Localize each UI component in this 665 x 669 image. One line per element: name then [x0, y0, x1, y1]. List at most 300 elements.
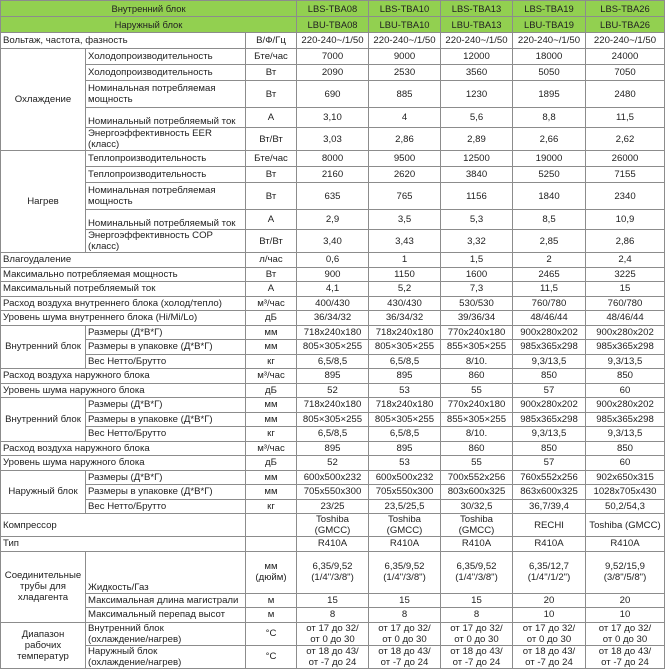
model-header: LBS-TBA13	[441, 1, 513, 17]
value-cell: 6,5/8,5	[369, 354, 441, 369]
table-row	[1, 537, 665, 552]
value-cell: 24000	[586, 49, 665, 65]
value-cell: 220-240~/1/50	[513, 33, 586, 49]
value-cell: 19000	[513, 151, 586, 167]
value-cell: 2340	[586, 183, 665, 210]
value-cell: от 17 до 32/ от 0 до 30	[586, 622, 665, 645]
value-cell: 400/430	[297, 296, 369, 311]
unit-cell: мм	[246, 325, 297, 340]
table-row	[1, 33, 665, 49]
value-cell: 850	[513, 441, 586, 456]
value-cell: 1840	[513, 183, 586, 210]
row-label: Тип	[1, 537, 246, 552]
value-cell: 3,40	[297, 230, 369, 253]
table-row	[1, 645, 665, 668]
value-cell: R410A	[297, 537, 369, 552]
row-label: Номинальный потребляемый ток	[86, 210, 246, 230]
unit-cell: м³/час	[246, 296, 297, 311]
value-cell: 705x550x300	[369, 485, 441, 500]
table-row	[1, 49, 665, 65]
unit-cell: Вт/Вт	[246, 230, 297, 253]
table-row	[1, 608, 665, 623]
value-cell: 15	[297, 593, 369, 608]
row-label: Вес Нетто/Брутто	[86, 427, 246, 442]
value-cell: 2,86	[369, 128, 441, 151]
value-cell: 7155	[586, 167, 665, 183]
value-cell: R410A	[369, 537, 441, 552]
value-cell: 8000	[297, 151, 369, 167]
value-cell: 690	[297, 81, 369, 108]
value-cell: 805×305×255	[369, 340, 441, 355]
value-cell: R410A	[513, 537, 586, 552]
row-label: Влагоудаление	[1, 253, 246, 268]
value-cell: 760/780	[586, 296, 665, 311]
value-cell: 2620	[369, 167, 441, 183]
value-cell: 805×305×255	[297, 340, 369, 355]
value-cell: 0,6	[297, 253, 369, 268]
value-cell: 855×305×255	[441, 412, 513, 427]
value-cell: 3,03	[297, 128, 369, 151]
table-row	[1, 499, 665, 514]
value-cell: 12000	[441, 49, 513, 65]
row-label: Номинальный потребляемый ток	[86, 108, 246, 128]
value-cell: 805×305×255	[369, 412, 441, 427]
value-cell: 850	[513, 369, 586, 384]
value-cell: 985x365x298	[513, 340, 586, 355]
value-cell: 15	[586, 282, 665, 297]
value-cell: 2,86	[586, 230, 665, 253]
value-cell: 760x552x256	[513, 470, 586, 485]
unit-cell: Бте/час	[246, 151, 297, 167]
row-label: Холодопроизводительность	[86, 65, 246, 81]
row-label: Уровень шума внутреннего блока (Hi/Mi/Lo)	[1, 311, 246, 326]
table-row	[1, 470, 665, 485]
value-cell: 7,3	[441, 282, 513, 297]
value-cell: 530/530	[441, 296, 513, 311]
row-label: Жидкость/Газ	[86, 551, 246, 593]
value-cell: 55	[441, 456, 513, 471]
row-label: Энергоэффективность COP (класс)	[86, 230, 246, 253]
value-cell: 57	[513, 383, 586, 398]
row-label: Максимальная длина магистрали	[86, 593, 246, 608]
value-cell: 48/46/44	[586, 311, 665, 326]
unit-cell: Вт	[246, 65, 297, 81]
row-label: Номинальная потребляемая мощность	[86, 81, 246, 108]
value-cell: от 18 до 43/ от -7 до 24	[586, 645, 665, 668]
value-cell: 11,5	[513, 282, 586, 297]
row-label: Компрессор	[1, 514, 246, 537]
table-row	[1, 65, 665, 81]
row-label: Максимальный перепад высот	[86, 608, 246, 623]
value-cell: Toshiba (GMCC)	[297, 514, 369, 537]
unit-cell: мм	[246, 340, 297, 355]
group-label: Соединительные трубы для хладагента	[1, 551, 86, 622]
value-cell: 36/34/32	[369, 311, 441, 326]
unit-cell: Вт/Вт	[246, 128, 297, 151]
value-cell: 57	[513, 456, 586, 471]
value-cell: 26000	[586, 151, 665, 167]
model-header: LBU-TBA19	[513, 17, 586, 33]
table-row	[1, 340, 665, 355]
row-label: Теплопроизводительность	[86, 167, 246, 183]
value-cell: 3,32	[441, 230, 513, 253]
value-cell: 770x240x180	[441, 325, 513, 340]
value-cell: 5,2	[369, 282, 441, 297]
unit-cell: дБ	[246, 456, 297, 471]
value-cell: 900x280x202	[586, 398, 665, 413]
value-cell: 2,4	[586, 253, 665, 268]
row-label: Холодопроизводительность	[86, 49, 246, 65]
table-row	[1, 514, 665, 537]
unit-cell: м	[246, 593, 297, 608]
row-label: Уровень шума наружного блока	[1, 456, 246, 471]
value-cell: 902x650x315	[586, 470, 665, 485]
value-cell: 718x240x180	[369, 398, 441, 413]
value-cell: 900x280x202	[513, 398, 586, 413]
value-cell: 12500	[441, 151, 513, 167]
value-cell: 220-240~/1/50	[297, 33, 369, 49]
model-header: LBS-TBA19	[513, 1, 586, 17]
value-cell: 36/34/32	[297, 311, 369, 326]
value-cell: от 17 до 32/ от 0 до 30	[369, 622, 441, 645]
value-cell: Toshiba (GMCC)	[441, 514, 513, 537]
table-row	[1, 253, 665, 268]
value-cell: 8,8	[513, 108, 586, 128]
value-cell: 30/32,5	[441, 499, 513, 514]
value-cell: 3,10	[297, 108, 369, 128]
header-row-outdoor	[1, 17, 665, 33]
value-cell: 1600	[441, 267, 513, 282]
value-cell: 1230	[441, 81, 513, 108]
value-cell: 1150	[369, 267, 441, 282]
table-row	[1, 81, 665, 108]
value-cell: 9,3/13,5	[586, 354, 665, 369]
unit-cell: °C	[246, 645, 297, 668]
value-cell: R410A	[586, 537, 665, 552]
table-row	[1, 354, 665, 369]
value-cell: 4	[369, 108, 441, 128]
value-cell: 53	[369, 456, 441, 471]
row-label: Теплопроизводительность	[86, 151, 246, 167]
value-cell: Toshiba (GMCC)	[369, 514, 441, 537]
unit-cell: м³/час	[246, 441, 297, 456]
group-label: Внутренний блок	[1, 325, 86, 369]
model-header: LBU-TBA26	[586, 17, 665, 33]
value-cell: 2,85	[513, 230, 586, 253]
unit-cell: Вт	[246, 167, 297, 183]
value-cell: 7000	[297, 49, 369, 65]
table-row	[1, 108, 665, 128]
group-label: Наружный блок	[1, 470, 86, 514]
value-cell: от 18 до 43/ от -7 до 24	[441, 645, 513, 668]
value-cell: 2160	[297, 167, 369, 183]
value-cell: 635	[297, 183, 369, 210]
value-cell: от 17 до 32/ от 0 до 30	[513, 622, 586, 645]
value-cell: 855×305×255	[441, 340, 513, 355]
value-cell: от 18 до 43/ от -7 до 24	[297, 645, 369, 668]
unit-cell: мм	[246, 485, 297, 500]
value-cell: 3,5	[369, 210, 441, 230]
unit-cell: дБ	[246, 311, 297, 326]
value-cell: 39/36/34	[441, 311, 513, 326]
value-cell: 52	[297, 383, 369, 398]
value-cell: 8/10.	[441, 354, 513, 369]
model-header: LBS-TBA08	[297, 1, 369, 17]
value-cell: 8	[369, 608, 441, 623]
table-row	[1, 128, 665, 151]
group-label: Диапазон рабочих температур	[1, 622, 86, 668]
value-cell: 2465	[513, 267, 586, 282]
unit-cell: Вт	[246, 183, 297, 210]
value-cell: 11,5	[586, 108, 665, 128]
table-row	[1, 551, 665, 593]
value-cell: 600x500x232	[369, 470, 441, 485]
table-row	[1, 456, 665, 471]
value-cell: 2,66	[513, 128, 586, 151]
table-row	[1, 210, 665, 230]
row-label: Размеры в упаковке (Д*В*Г)	[86, 340, 246, 355]
row-label: Наружный блок (охлаждение/нагрев)	[86, 645, 246, 668]
row-label: Размеры (Д*В*Г)	[86, 398, 246, 413]
row-label: Максимальный потребляемый ток	[1, 282, 246, 297]
value-cell: 23/25	[297, 499, 369, 514]
header-row-indoor	[1, 1, 665, 17]
value-cell: 10,9	[586, 210, 665, 230]
table-row	[1, 230, 665, 253]
row-label: Размеры (Д*В*Г)	[86, 325, 246, 340]
unit-cell: °C	[246, 622, 297, 645]
value-cell: 718x240x180	[297, 325, 369, 340]
value-cell: 1,5	[441, 253, 513, 268]
value-cell: 15	[441, 593, 513, 608]
value-cell: 2530	[369, 65, 441, 81]
table-row	[1, 412, 665, 427]
indoor-unit-header: Внутренний блок	[1, 1, 297, 17]
table-row	[1, 398, 665, 413]
row-label: Размеры (Д*В*Г)	[86, 470, 246, 485]
table-row	[1, 167, 665, 183]
value-cell: 6,5/8,5	[369, 427, 441, 442]
row-label: Уровень шума наружного блока	[1, 383, 246, 398]
unit-cell: Вт	[246, 81, 297, 108]
value-cell: 2,62	[586, 128, 665, 151]
table-row	[1, 267, 665, 282]
value-cell: от 18 до 43/ от -7 до 24	[369, 645, 441, 668]
group-label: Внутренний блок	[1, 398, 86, 442]
value-cell: 220-240~/1/50	[441, 33, 513, 49]
table-row	[1, 325, 665, 340]
model-header: LBU-TBA13	[441, 17, 513, 33]
model-header: LBS-TBA26	[586, 1, 665, 17]
unit-cell: А	[246, 108, 297, 128]
value-cell: 430/430	[369, 296, 441, 311]
value-cell: 850	[586, 369, 665, 384]
value-cell: 760/780	[513, 296, 586, 311]
value-cell: 3840	[441, 167, 513, 183]
value-cell: 850	[586, 441, 665, 456]
unit-cell: В/Ф/Гц	[246, 33, 297, 49]
unit-cell: л/час	[246, 253, 297, 268]
value-cell: 9000	[369, 49, 441, 65]
value-cell: 900	[297, 267, 369, 282]
unit-cell: м³/час	[246, 369, 297, 384]
value-cell: 53	[369, 383, 441, 398]
table-row	[1, 441, 665, 456]
value-cell: 5050	[513, 65, 586, 81]
value-cell: 9500	[369, 151, 441, 167]
value-cell: 700x552x256	[441, 470, 513, 485]
value-cell: 718x240x180	[369, 325, 441, 340]
value-cell: 20	[586, 593, 665, 608]
table-row	[1, 369, 665, 384]
value-cell: 1156	[441, 183, 513, 210]
value-cell: 20	[513, 593, 586, 608]
value-cell: 600x500x232	[297, 470, 369, 485]
value-cell: от 17 до 32/ от 0 до 30	[441, 622, 513, 645]
row-label: Размеры в упаковке (Д*В*Г)	[86, 412, 246, 427]
unit-cell: кг	[246, 499, 297, 514]
value-cell: 6,5/8,5	[297, 354, 369, 369]
value-cell: 6,35/9,52 (1/4"/3/8")	[297, 551, 369, 593]
unit-cell: дБ	[246, 383, 297, 398]
table-row	[1, 427, 665, 442]
value-cell: 60	[586, 383, 665, 398]
table-row	[1, 183, 665, 210]
value-cell: 55	[441, 383, 513, 398]
value-cell: 985x365x298	[513, 412, 586, 427]
model-header: LBU-TBA08	[297, 17, 369, 33]
table-row	[1, 296, 665, 311]
value-cell: 10	[513, 608, 586, 623]
group-label: Охлаждение	[1, 49, 86, 151]
value-cell: 1028x705x430	[586, 485, 665, 500]
outdoor-unit-header: Наружный блок	[1, 17, 297, 33]
value-cell: 5250	[513, 167, 586, 183]
value-cell: 765	[369, 183, 441, 210]
value-cell: 2	[513, 253, 586, 268]
value-cell: Toshiba (GMCC)	[586, 514, 665, 537]
value-cell: 3,43	[369, 230, 441, 253]
value-cell: 860	[441, 441, 513, 456]
unit-cell: мм	[246, 470, 297, 485]
value-cell: 50,2/54,3	[586, 499, 665, 514]
value-cell: 6,5/8,5	[297, 427, 369, 442]
group-label: Нагрев	[1, 151, 86, 253]
value-cell: 900x280x202	[586, 325, 665, 340]
value-cell: 9,3/13,5	[513, 427, 586, 442]
value-cell: 9,3/13,5	[586, 427, 665, 442]
model-header: LBU-TBA10	[369, 17, 441, 33]
value-cell: 2090	[297, 65, 369, 81]
value-cell: 985x365x298	[586, 340, 665, 355]
value-cell: 8	[297, 608, 369, 623]
row-label: Вес Нетто/Брутто	[86, 499, 246, 514]
value-cell: 60	[586, 456, 665, 471]
row-label: Энергоэффективность EER (класс)	[86, 128, 246, 151]
table-row	[1, 383, 665, 398]
table-row	[1, 151, 665, 167]
unit-cell: Бте/час	[246, 49, 297, 65]
value-cell: 770x240x180	[441, 398, 513, 413]
unit-cell: мм	[246, 412, 297, 427]
value-cell: 23,5/25,5	[369, 499, 441, 514]
unit-cell	[246, 537, 297, 552]
value-cell: 803x600x325	[441, 485, 513, 500]
value-cell: 6,35/12,7 (1/4"/1/2")	[513, 551, 586, 593]
value-cell: 5,3	[441, 210, 513, 230]
value-cell: 895	[297, 369, 369, 384]
value-cell: 220-240~/1/50	[369, 33, 441, 49]
row-label: Расход воздуха наружного блока	[1, 441, 246, 456]
value-cell: 8/10.	[441, 427, 513, 442]
value-cell: 895	[297, 441, 369, 456]
unit-cell: А	[246, 210, 297, 230]
value-cell: 860	[441, 369, 513, 384]
unit-cell: мм (дюйм)	[246, 551, 297, 593]
value-cell: 1895	[513, 81, 586, 108]
value-cell: 885	[369, 81, 441, 108]
value-cell: от 17 до 32/ от 0 до 30	[297, 622, 369, 645]
value-cell: от 18 до 43/ от -7 до 24	[513, 645, 586, 668]
value-cell: 10	[586, 608, 665, 623]
unit-cell: м	[246, 608, 297, 623]
table-row	[1, 622, 665, 645]
value-cell: 900x280x202	[513, 325, 586, 340]
value-cell: RECHI	[513, 514, 586, 537]
value-cell: 2,89	[441, 128, 513, 151]
value-cell: 3560	[441, 65, 513, 81]
value-cell: 5,6	[441, 108, 513, 128]
row-label: Внутренний блок (охлаждение/нагрев)	[86, 622, 246, 645]
value-cell: 895	[369, 441, 441, 456]
value-cell: 48/46/44	[513, 311, 586, 326]
value-cell: 8	[441, 608, 513, 623]
unit-cell	[246, 514, 297, 537]
value-cell: 6,35/9,52 (1/4"/3/8")	[369, 551, 441, 593]
value-cell: 895	[369, 369, 441, 384]
value-cell: R410A	[441, 537, 513, 552]
table-row	[1, 311, 665, 326]
value-cell: 15	[369, 593, 441, 608]
value-cell: 863x600x325	[513, 485, 586, 500]
unit-cell: кг	[246, 354, 297, 369]
value-cell: 220-240~/1/50	[586, 33, 665, 49]
unit-cell: А	[246, 282, 297, 297]
table-row	[1, 282, 665, 297]
value-cell: 6,35/9,52 (1/4"/3/8")	[441, 551, 513, 593]
value-cell: 9,52/15,9 (3/8"/5/8")	[586, 551, 665, 593]
table-row	[1, 593, 665, 608]
row-label: Расход воздуха внутреннего блока (холод/тепло)	[1, 296, 246, 311]
value-cell: 985x365x298	[586, 412, 665, 427]
unit-cell: мм	[246, 398, 297, 413]
value-cell: 7050	[586, 65, 665, 81]
value-cell: 8,5	[513, 210, 586, 230]
value-cell: 18000	[513, 49, 586, 65]
unit-cell: Вт	[246, 267, 297, 282]
row-label: Максимально потребляемая мощность	[1, 267, 246, 282]
value-cell: 36,7/39,4	[513, 499, 586, 514]
row-label: Расход воздуха наружного блока	[1, 369, 246, 384]
value-cell: 4,1	[297, 282, 369, 297]
row-label: Вес Нетто/Брутто	[86, 354, 246, 369]
value-cell: 705x550x300	[297, 485, 369, 500]
value-cell: 3225	[586, 267, 665, 282]
value-cell: 718x240x180	[297, 398, 369, 413]
table-row	[1, 485, 665, 500]
value-cell: 2,9	[297, 210, 369, 230]
row-label: Размеры в упаковке (Д*В*Г)	[86, 485, 246, 500]
